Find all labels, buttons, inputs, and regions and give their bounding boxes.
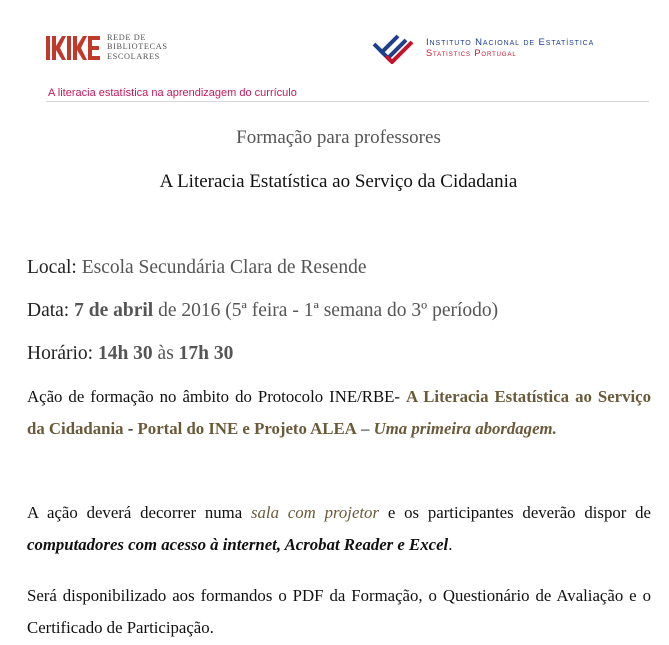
local-label: Local: (27, 257, 77, 278)
date-day: 7 de abril (74, 300, 154, 321)
date-label: Data: (27, 300, 70, 321)
header-divider (46, 101, 649, 102)
paragraph-materials: Será disponibilizado aos formandos o PDF da Formação, o Questionário de Avaliação e o Certificado de Participação. (27, 586, 651, 637)
paragraph-requirements: A ação deverá decorrer numa sala com projetor e os participantes deverão dispor de computadores com acesso à internet, Acrobat Reader e Excel. (27, 503, 651, 554)
doc-subtitle: Formação para professores (236, 127, 441, 148)
schedule-label: Horário: (27, 343, 94, 364)
date-line (27, 300, 498, 322)
paragraph-intro: Ação de formação no âmbito do Protocolo INE/RBE- A Literacia Estatística ao Serviço da Cidadania - Portal do INE e Projeto ALEA – Uma primeira abordagem. (27, 387, 651, 438)
schedule-start: 14h 30 (97, 343, 153, 364)
letterhead (0, 0, 669, 105)
schedule-line (27, 343, 233, 365)
rbe-name: REDE DE BIBLIOTECAS ESCOLARES (107, 33, 168, 61)
schedule-sep: às (157, 343, 174, 364)
doc-title: A Literacia Estatística ao Serviço da Cidadania (159, 171, 518, 192)
ine-name: Instituto Nacional de Estatística (426, 37, 595, 48)
ine-subtitle: Statistics Portugal (426, 48, 517, 58)
ine-logo (372, 34, 416, 64)
schedule-end: 17h 30 (178, 343, 234, 364)
local-line (27, 257, 367, 279)
tagline: A literacia estatística na aprendizagem do currículo (48, 87, 297, 99)
date-rest: de 2016 (5ª feira - 1ª semana do 3º período) (158, 300, 499, 321)
local-value: Escola Secundária Clara de Resende (81, 257, 367, 278)
rbe-logo (46, 36, 100, 60)
